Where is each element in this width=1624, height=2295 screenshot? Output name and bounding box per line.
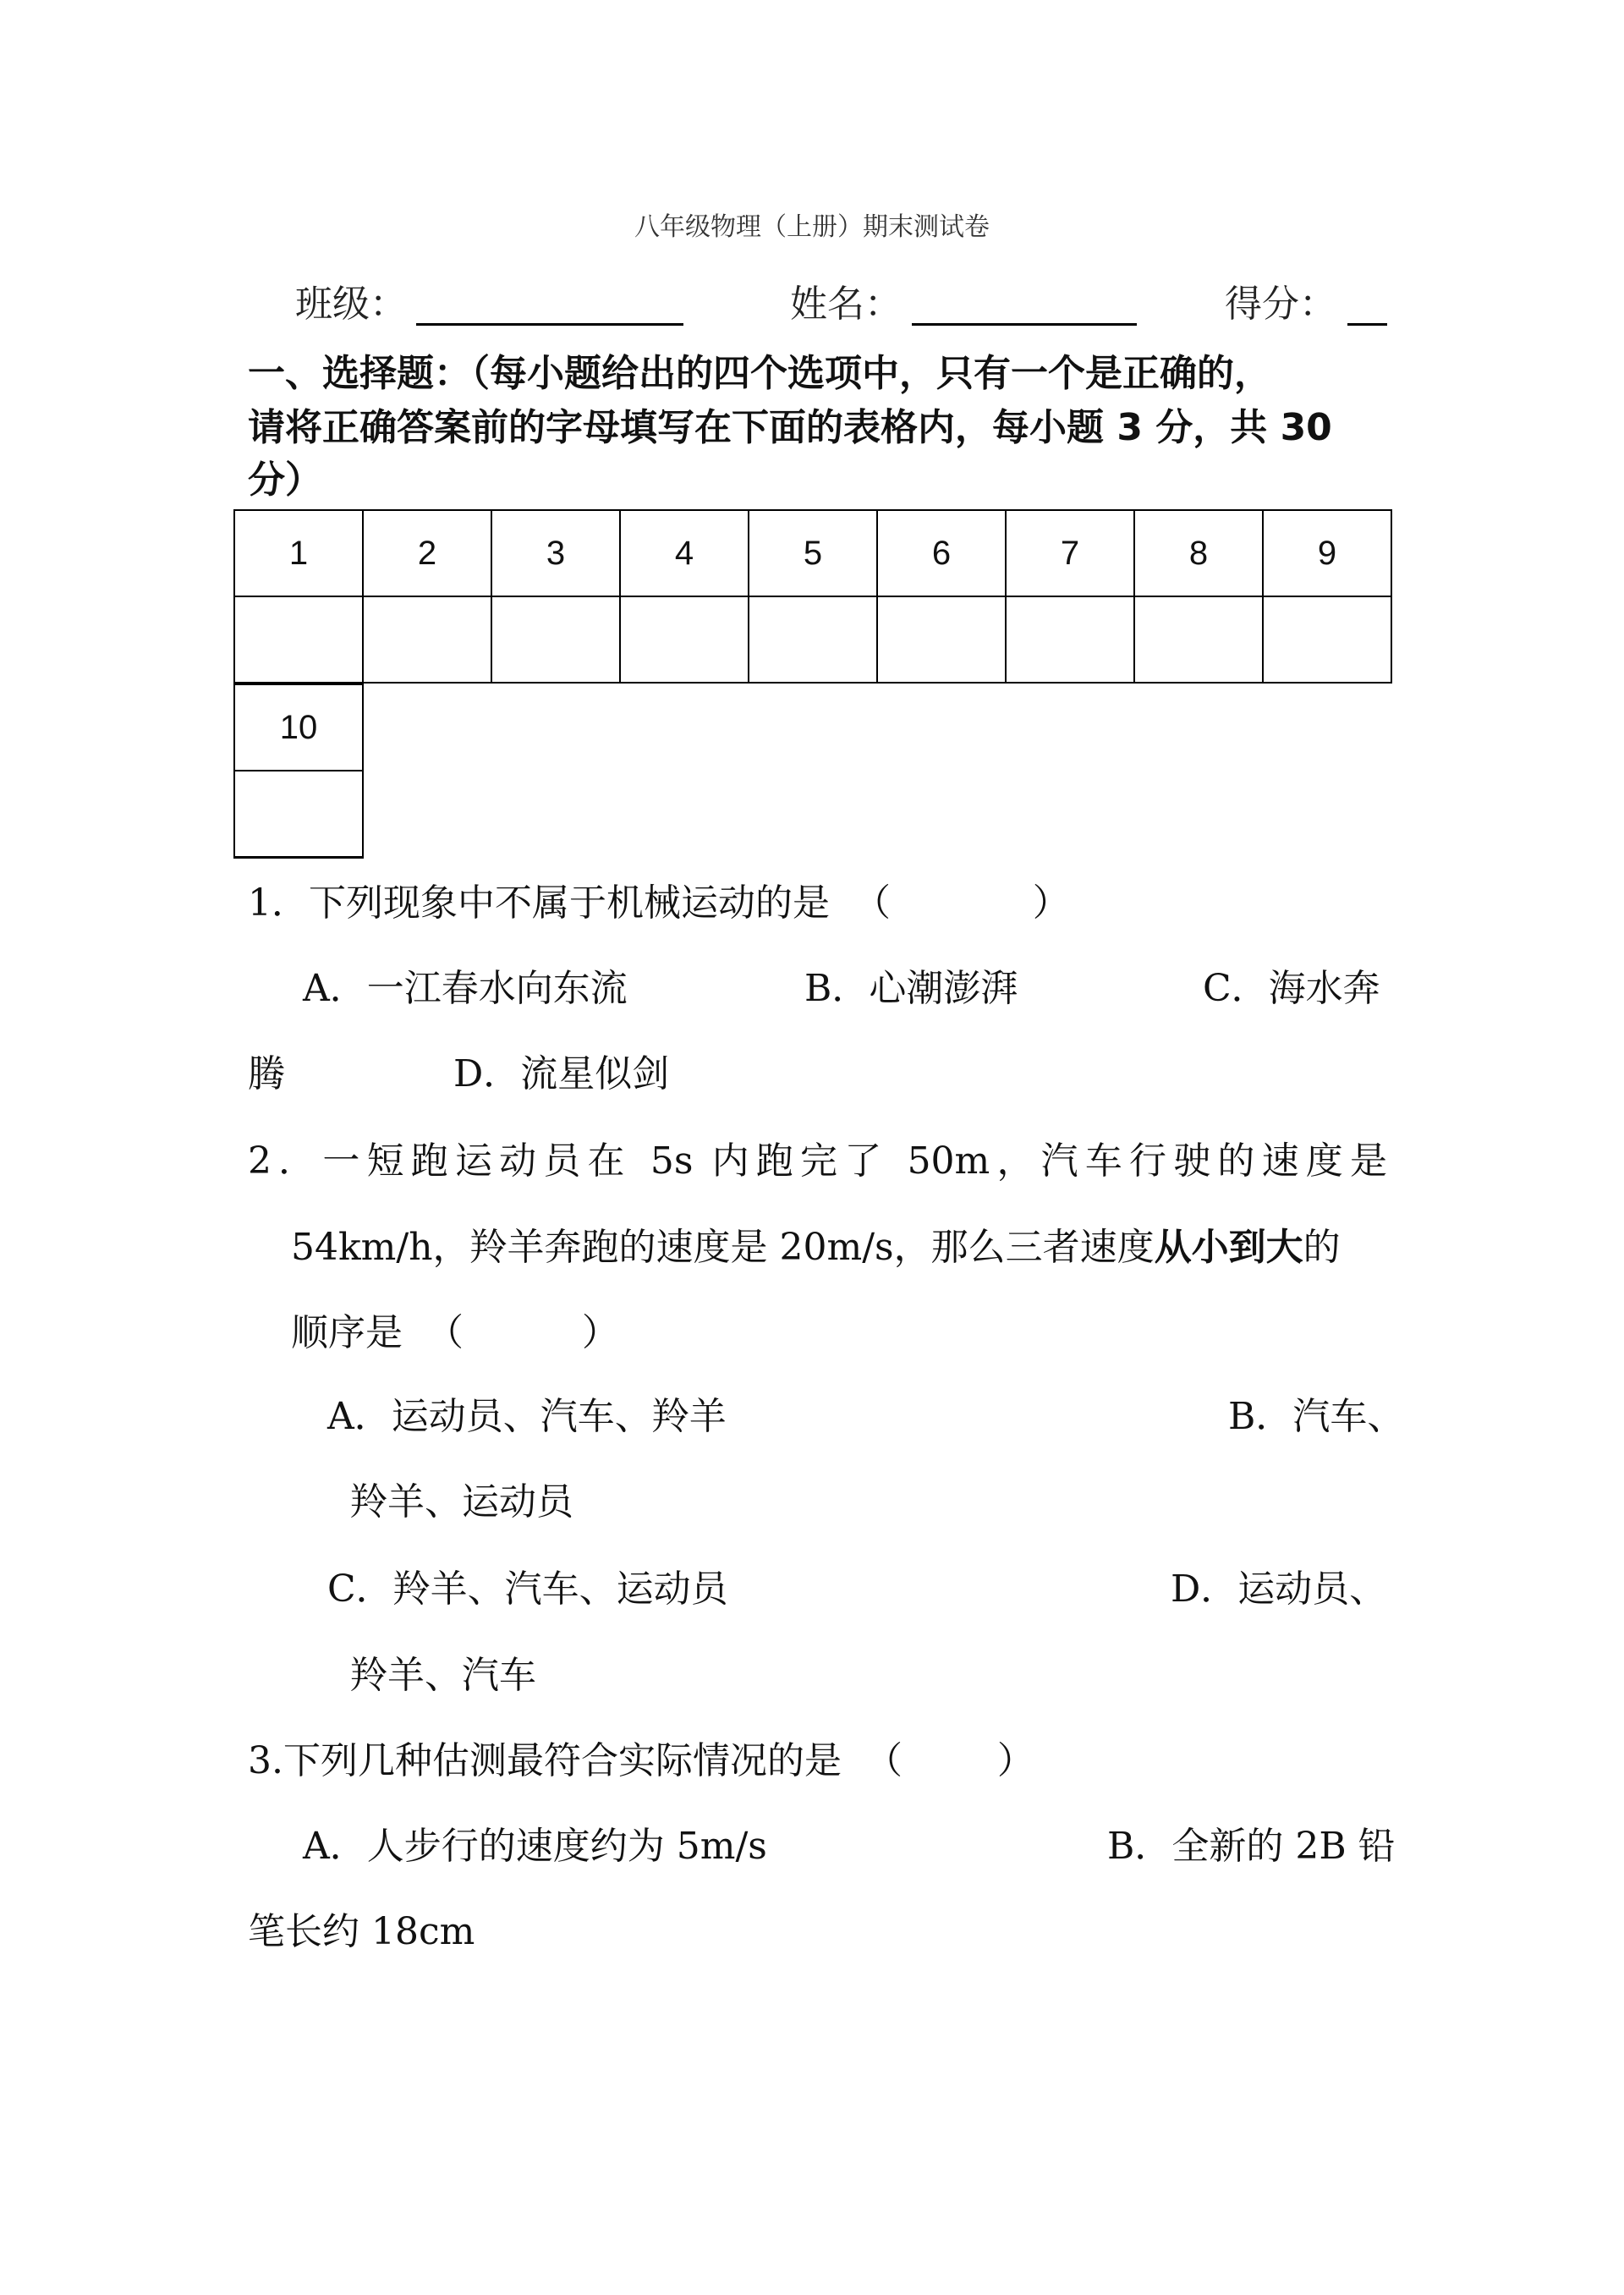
header-cell: 2	[363, 510, 491, 596]
q2-option-b: B．汽车、	[1228, 1395, 1405, 1438]
q1-option-b: B．心潮澎湃	[804, 967, 1018, 1010]
q2-stem-post: 的	[1303, 1226, 1341, 1269]
q2-stem-pre: 54km/h，羚羊奔跑的速度是 20m/s，那么三者速度	[291, 1226, 1155, 1269]
q1-option-a: A．一江春水向东流	[303, 967, 628, 1010]
header-cell: 10	[234, 684, 363, 771]
answer-cell[interactable]	[1006, 596, 1134, 683]
name-label: 姓名：	[790, 283, 902, 326]
score-blank	[1347, 323, 1387, 326]
class-label: 班级：	[295, 283, 407, 326]
answer-cell[interactable]	[749, 596, 877, 683]
q3-stem: 3.下列几种估测最符合实际情况的是 （ ）	[248, 1739, 1034, 1782]
header-cell: 8	[1134, 510, 1263, 596]
header-cell: 5	[749, 510, 877, 596]
section-heading-line2: 请将正确答案前的字母填写在下面的表格内，每小题 3 分，共 30	[248, 406, 1332, 449]
q3-option-a: A．人步行的速度约为 5m/s	[303, 1825, 767, 1868]
q2-stem-line1: 2．一短跑运动员在 5s 内跑完了 50m，汽车行驶的速度是	[248, 1139, 1387, 1183]
header-cell: 4	[620, 510, 749, 596]
answer-cell[interactable]	[363, 596, 491, 683]
q1-option-d: D．流星似剑	[453, 1052, 670, 1095]
section-heading-line3: 分）	[248, 458, 322, 502]
q1-stem: 1．下列现象中不属于机械运动的是 （ ）	[248, 881, 1070, 925]
q2-option-d: D．运动员、	[1171, 1568, 1387, 1611]
header-cell: 6	[877, 510, 1006, 596]
q2-option-a: A．运动员、汽车、羚羊	[327, 1395, 727, 1438]
answer-table	[233, 509, 1392, 684]
header-cell: 7	[1006, 510, 1134, 596]
answer-table-answer-row	[234, 596, 1391, 683]
q2-stem-line3: 顺序是 （ ）	[291, 1311, 619, 1354]
header-cell: 1	[234, 510, 363, 596]
page-title: 八年级物理（上册）期末测试卷	[634, 212, 990, 242]
answer-cell[interactable]	[491, 596, 620, 683]
answer-cell[interactable]	[620, 596, 749, 683]
q2-option-b-cont: 羚羊、运动员	[350, 1480, 573, 1524]
q2-option-d-cont: 羚羊、汽车	[350, 1654, 536, 1697]
header-cell: 9	[1263, 510, 1391, 596]
answer-table-header-row	[234, 510, 1391, 596]
header-cell: 3	[491, 510, 620, 596]
q2-stem-bold: 从小到大	[1154, 1226, 1303, 1269]
q2-stem-line2	[291, 1226, 1341, 1269]
class-blank	[416, 323, 683, 326]
answer-cell[interactable]	[234, 596, 363, 683]
name-blank	[912, 323, 1137, 326]
score-label: 得分：	[1225, 283, 1336, 326]
section-heading-line1: 一、选择题：（每小题给出的四个选项中，只有一个是正确的，	[248, 352, 1271, 395]
answer-cell[interactable]	[877, 596, 1006, 683]
q3-option-b: B．全新的 2B 铅	[1107, 1825, 1396, 1868]
q1-option-c: C．海水奔	[1203, 967, 1380, 1010]
q2-option-c: C．羚羊、汽车、运动员	[327, 1568, 728, 1611]
answer-cell[interactable]	[1263, 596, 1391, 683]
answer-cell[interactable]	[234, 771, 363, 858]
q3-option-b-cont: 笔长约 18cm	[248, 1910, 475, 1953]
answer-cell[interactable]	[1134, 596, 1263, 683]
q1-option-c-cont: 腾	[248, 1052, 285, 1095]
answer-table-10	[233, 684, 364, 859]
